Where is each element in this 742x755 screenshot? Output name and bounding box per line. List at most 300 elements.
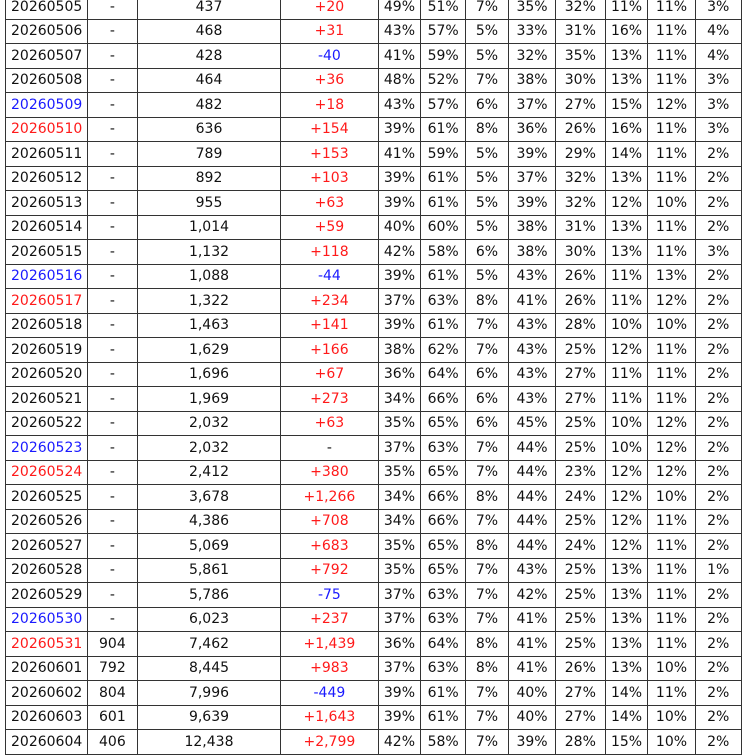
table-row xyxy=(6,264,742,289)
count-cell: 1,132 xyxy=(137,240,281,265)
pct7-cell: 11% xyxy=(648,607,695,632)
change-cell: +273 xyxy=(281,387,378,412)
pct1-cell: 35% xyxy=(378,460,421,485)
pct4-cell: 41% xyxy=(509,607,556,632)
pct8-cell: 2% xyxy=(695,436,741,461)
pct7-cell: 11% xyxy=(648,558,695,583)
pct6-cell: 15% xyxy=(605,93,648,118)
pct7-cell: 10% xyxy=(648,313,695,338)
pct6-cell: 11% xyxy=(605,0,648,19)
col2-cell: - xyxy=(88,583,138,608)
count-cell: 892 xyxy=(137,166,281,191)
pct5-cell: 25% xyxy=(556,607,606,632)
pct2-cell: 64% xyxy=(421,362,466,387)
pct2-cell: 61% xyxy=(421,313,466,338)
pct8-cell: 3% xyxy=(695,117,741,142)
col2-cell: - xyxy=(88,289,138,314)
date-cell: 20260513 xyxy=(6,191,88,216)
pct1-cell: 37% xyxy=(378,607,421,632)
pct2-cell: 61% xyxy=(421,117,466,142)
pct3-cell: 7% xyxy=(465,436,508,461)
pct5-cell: 25% xyxy=(556,338,606,363)
pct3-cell: 8% xyxy=(465,656,508,681)
change-cell: +141 xyxy=(281,313,378,338)
pct1-cell: 35% xyxy=(378,558,421,583)
pct5-cell: 27% xyxy=(556,387,606,412)
pct8-cell: 2% xyxy=(695,362,741,387)
pct7-cell: 11% xyxy=(648,0,695,19)
pct2-cell: 61% xyxy=(421,166,466,191)
pct3-cell: 7% xyxy=(465,607,508,632)
change-cell: +153 xyxy=(281,142,378,167)
pct7-cell: 12% xyxy=(648,411,695,436)
pct5-cell: 27% xyxy=(556,705,606,730)
pct3-cell: 7% xyxy=(465,338,508,363)
change-cell: +103 xyxy=(281,166,378,191)
pct8-cell: 2% xyxy=(695,142,741,167)
date-cell: 20260526 xyxy=(6,509,88,534)
col2-cell: - xyxy=(88,387,138,412)
change-cell: -40 xyxy=(281,44,378,69)
pct8-cell: 2% xyxy=(695,411,741,436)
pct3-cell: 5% xyxy=(465,142,508,167)
pct6-cell: 16% xyxy=(605,19,648,44)
pct7-cell: 11% xyxy=(648,19,695,44)
pct2-cell: 60% xyxy=(421,215,466,240)
pct2-cell: 65% xyxy=(421,411,466,436)
table-row xyxy=(6,583,742,608)
pct6-cell: 11% xyxy=(605,264,648,289)
pct2-cell: 61% xyxy=(421,264,466,289)
count-cell: 7,462 xyxy=(137,632,281,657)
count-cell: 7,996 xyxy=(137,681,281,706)
pct2-cell: 64% xyxy=(421,632,466,657)
pct8-cell: 2% xyxy=(695,632,741,657)
count-cell: 437 xyxy=(137,0,281,19)
pct2-cell: 65% xyxy=(421,460,466,485)
col2-cell: - xyxy=(88,68,138,93)
pct3-cell: 5% xyxy=(465,19,508,44)
pct1-cell: 35% xyxy=(378,534,421,559)
pct1-cell: 41% xyxy=(378,44,421,69)
date-cell: 20260519 xyxy=(6,338,88,363)
date-cell: 20260511 xyxy=(6,142,88,167)
pct7-cell: 11% xyxy=(648,362,695,387)
count-cell: 1,969 xyxy=(137,387,281,412)
change-cell: +63 xyxy=(281,411,378,436)
pct8-cell: 2% xyxy=(695,191,741,216)
pct3-cell: 8% xyxy=(465,117,508,142)
pct6-cell: 11% xyxy=(605,362,648,387)
table-row xyxy=(6,93,742,118)
table-row xyxy=(6,142,742,167)
pct7-cell: 11% xyxy=(648,583,695,608)
pct4-cell: 36% xyxy=(509,117,556,142)
pct1-cell: 38% xyxy=(378,338,421,363)
pct5-cell: 23% xyxy=(556,460,606,485)
count-cell: 9,639 xyxy=(137,705,281,730)
pct5-cell: 25% xyxy=(556,558,606,583)
pct5-cell: 28% xyxy=(556,730,606,755)
change-cell: +683 xyxy=(281,534,378,559)
pct4-cell: 35% xyxy=(509,0,556,19)
pct5-cell: 24% xyxy=(556,485,606,510)
table-row xyxy=(6,313,742,338)
pct7-cell: 10% xyxy=(648,730,695,755)
table-row xyxy=(6,362,742,387)
pct5-cell: 24% xyxy=(556,534,606,559)
table-row xyxy=(6,44,742,69)
pct6-cell: 12% xyxy=(605,191,648,216)
pct4-cell: 44% xyxy=(509,534,556,559)
pct1-cell: 37% xyxy=(378,436,421,461)
col2-cell: - xyxy=(88,313,138,338)
col2-cell: - xyxy=(88,142,138,167)
col2-cell: 904 xyxy=(88,632,138,657)
pct7-cell: 12% xyxy=(648,436,695,461)
change-cell: +154 xyxy=(281,117,378,142)
count-cell: 482 xyxy=(137,93,281,118)
pct7-cell: 11% xyxy=(648,166,695,191)
pct3-cell: 5% xyxy=(465,264,508,289)
pct4-cell: 38% xyxy=(509,68,556,93)
change-cell: +31 xyxy=(281,19,378,44)
table-row xyxy=(6,681,742,706)
col2-cell: 601 xyxy=(88,705,138,730)
pct3-cell: 7% xyxy=(465,460,508,485)
pct3-cell: 8% xyxy=(465,289,508,314)
pct1-cell: 39% xyxy=(378,117,421,142)
pct2-cell: 66% xyxy=(421,485,466,510)
change-cell: +166 xyxy=(281,338,378,363)
change-cell: +708 xyxy=(281,509,378,534)
pct6-cell: 14% xyxy=(605,681,648,706)
pct2-cell: 63% xyxy=(421,583,466,608)
pct8-cell: 2% xyxy=(695,289,741,314)
table-row xyxy=(6,19,742,44)
pct7-cell: 13% xyxy=(648,264,695,289)
pct8-cell: 2% xyxy=(695,166,741,191)
pct6-cell: 13% xyxy=(605,44,648,69)
pct6-cell: 12% xyxy=(605,485,648,510)
date-cell: 20260515 xyxy=(6,240,88,265)
pct3-cell: 8% xyxy=(465,485,508,510)
count-cell: 428 xyxy=(137,44,281,69)
date-cell: 20260528 xyxy=(6,558,88,583)
pct6-cell: 10% xyxy=(605,436,648,461)
count-cell: 1,629 xyxy=(137,338,281,363)
pct7-cell: 12% xyxy=(648,93,695,118)
pct8-cell: 2% xyxy=(695,215,741,240)
pct2-cell: 65% xyxy=(421,534,466,559)
col2-cell: - xyxy=(88,338,138,363)
pct4-cell: 44% xyxy=(509,485,556,510)
pct2-cell: 63% xyxy=(421,436,466,461)
pct5-cell: 25% xyxy=(556,509,606,534)
col2-cell: - xyxy=(88,166,138,191)
pct2-cell: 59% xyxy=(421,44,466,69)
pct3-cell: 5% xyxy=(465,191,508,216)
table-row xyxy=(6,411,742,436)
pct1-cell: 39% xyxy=(378,264,421,289)
pct1-cell: 36% xyxy=(378,362,421,387)
pct5-cell: 27% xyxy=(556,93,606,118)
pct5-cell: 25% xyxy=(556,632,606,657)
col2-cell: - xyxy=(88,19,138,44)
table-row xyxy=(6,436,742,461)
daily-stats-table xyxy=(5,0,742,755)
count-cell: 5,069 xyxy=(137,534,281,559)
count-cell: 1,322 xyxy=(137,289,281,314)
date-cell: 20260524 xyxy=(6,460,88,485)
pct4-cell: 44% xyxy=(509,460,556,485)
pct1-cell: 39% xyxy=(378,166,421,191)
table-row xyxy=(6,215,742,240)
pct5-cell: 32% xyxy=(556,191,606,216)
pct6-cell: 11% xyxy=(605,289,648,314)
pct2-cell: 62% xyxy=(421,338,466,363)
pct8-cell: 2% xyxy=(695,485,741,510)
pct2-cell: 52% xyxy=(421,68,466,93)
date-cell: 20260514 xyxy=(6,215,88,240)
table-row xyxy=(6,166,742,191)
pct8-cell: 2% xyxy=(695,607,741,632)
pct7-cell: 11% xyxy=(648,681,695,706)
pct3-cell: 7% xyxy=(465,313,508,338)
pct8-cell: 2% xyxy=(695,656,741,681)
table-row xyxy=(6,607,742,632)
pct1-cell: 48% xyxy=(378,68,421,93)
table-row xyxy=(6,117,742,142)
change-cell: +237 xyxy=(281,607,378,632)
date-cell: 20260509 xyxy=(6,93,88,118)
date-cell: 20260530 xyxy=(6,607,88,632)
pct1-cell: 37% xyxy=(378,289,421,314)
table-row xyxy=(6,509,742,534)
pct5-cell: 29% xyxy=(556,142,606,167)
pct4-cell: 40% xyxy=(509,705,556,730)
pct1-cell: 49% xyxy=(378,0,421,19)
pct8-cell: 3% xyxy=(695,240,741,265)
date-cell: 20260602 xyxy=(6,681,88,706)
col2-cell: - xyxy=(88,93,138,118)
pct2-cell: 65% xyxy=(421,558,466,583)
pct8-cell: 2% xyxy=(695,387,741,412)
table-row xyxy=(6,460,742,485)
pct2-cell: 66% xyxy=(421,387,466,412)
pct1-cell: 36% xyxy=(378,632,421,657)
pct1-cell: 39% xyxy=(378,705,421,730)
pct3-cell: 5% xyxy=(465,215,508,240)
pct7-cell: 11% xyxy=(648,68,695,93)
table-row xyxy=(6,705,742,730)
date-cell: 20260506 xyxy=(6,19,88,44)
date-cell: 20260507 xyxy=(6,44,88,69)
pct5-cell: 30% xyxy=(556,240,606,265)
date-cell: 20260522 xyxy=(6,411,88,436)
table-row xyxy=(6,289,742,314)
pct1-cell: 41% xyxy=(378,142,421,167)
pct1-cell: 43% xyxy=(378,93,421,118)
pct5-cell: 32% xyxy=(556,166,606,191)
pct2-cell: 61% xyxy=(421,705,466,730)
count-cell: 8,445 xyxy=(137,656,281,681)
pct5-cell: 27% xyxy=(556,362,606,387)
pct2-cell: 63% xyxy=(421,607,466,632)
pct3-cell: 6% xyxy=(465,362,508,387)
table-row xyxy=(6,338,742,363)
pct3-cell: 5% xyxy=(465,166,508,191)
pct8-cell: 2% xyxy=(695,534,741,559)
pct8-cell: 2% xyxy=(695,264,741,289)
date-cell: 20260601 xyxy=(6,656,88,681)
pct5-cell: 25% xyxy=(556,436,606,461)
change-cell: +59 xyxy=(281,215,378,240)
count-cell: 12,438 xyxy=(137,730,281,755)
pct1-cell: 42% xyxy=(378,730,421,755)
pct3-cell: 7% xyxy=(465,68,508,93)
pct4-cell: 41% xyxy=(509,289,556,314)
pct3-cell: 8% xyxy=(465,632,508,657)
pct2-cell: 61% xyxy=(421,191,466,216)
pct6-cell: 12% xyxy=(605,509,648,534)
pct4-cell: 37% xyxy=(509,166,556,191)
pct8-cell: 1% xyxy=(695,558,741,583)
pct4-cell: 39% xyxy=(509,191,556,216)
pct4-cell: 41% xyxy=(509,632,556,657)
pct8-cell: 2% xyxy=(695,705,741,730)
pct6-cell: 12% xyxy=(605,534,648,559)
date-cell: 20260512 xyxy=(6,166,88,191)
pct4-cell: 44% xyxy=(509,509,556,534)
pct1-cell: 34% xyxy=(378,509,421,534)
pct7-cell: 11% xyxy=(648,142,695,167)
table-row xyxy=(6,485,742,510)
change-cell: -449 xyxy=(281,681,378,706)
pct4-cell: 43% xyxy=(509,313,556,338)
col2-cell: - xyxy=(88,0,138,19)
col2-cell: - xyxy=(88,362,138,387)
pct7-cell: 11% xyxy=(648,44,695,69)
pct4-cell: 38% xyxy=(509,215,556,240)
col2-cell: - xyxy=(88,215,138,240)
pct6-cell: 12% xyxy=(605,338,648,363)
pct8-cell: 3% xyxy=(695,0,741,19)
pct6-cell: 13% xyxy=(605,558,648,583)
pct7-cell: 10% xyxy=(648,656,695,681)
pct6-cell: 13% xyxy=(605,583,648,608)
count-cell: 2,032 xyxy=(137,436,281,461)
pct7-cell: 11% xyxy=(648,240,695,265)
count-cell: 1,088 xyxy=(137,264,281,289)
pct8-cell: 2% xyxy=(695,313,741,338)
date-cell: 20260529 xyxy=(6,583,88,608)
change-cell: +1,439 xyxy=(281,632,378,657)
pct8-cell: 2% xyxy=(695,681,741,706)
pct3-cell: 7% xyxy=(465,730,508,755)
pct4-cell: 32% xyxy=(509,44,556,69)
date-cell: 20260520 xyxy=(6,362,88,387)
count-cell: 955 xyxy=(137,191,281,216)
pct7-cell: 11% xyxy=(648,534,695,559)
date-cell: 20260527 xyxy=(6,534,88,559)
change-cell: +118 xyxy=(281,240,378,265)
pct8-cell: 4% xyxy=(695,44,741,69)
table-row xyxy=(6,0,742,19)
col2-cell: - xyxy=(88,607,138,632)
pct1-cell: 34% xyxy=(378,485,421,510)
pct6-cell: 11% xyxy=(605,387,648,412)
table-body xyxy=(6,0,742,754)
pct4-cell: 37% xyxy=(509,93,556,118)
col2-cell: - xyxy=(88,191,138,216)
count-cell: 636 xyxy=(137,117,281,142)
pct3-cell: 7% xyxy=(465,705,508,730)
pct3-cell: 7% xyxy=(465,0,508,19)
pct4-cell: 43% xyxy=(509,558,556,583)
pct4-cell: 39% xyxy=(509,142,556,167)
pct2-cell: 63% xyxy=(421,656,466,681)
count-cell: 789 xyxy=(137,142,281,167)
pct4-cell: 33% xyxy=(509,19,556,44)
pct4-cell: 44% xyxy=(509,436,556,461)
date-cell: 20260516 xyxy=(6,264,88,289)
pct1-cell: 35% xyxy=(378,411,421,436)
pct4-cell: 41% xyxy=(509,656,556,681)
change-cell: +63 xyxy=(281,191,378,216)
table-row xyxy=(6,558,742,583)
pct1-cell: 42% xyxy=(378,240,421,265)
pct2-cell: 66% xyxy=(421,509,466,534)
pct5-cell: 26% xyxy=(556,289,606,314)
pct7-cell: 11% xyxy=(648,215,695,240)
count-cell: 4,386 xyxy=(137,509,281,534)
change-cell: +1,643 xyxy=(281,705,378,730)
pct5-cell: 25% xyxy=(556,411,606,436)
pct4-cell: 43% xyxy=(509,387,556,412)
col2-cell: - xyxy=(88,485,138,510)
pct7-cell: 12% xyxy=(648,289,695,314)
pct7-cell: 11% xyxy=(648,509,695,534)
pct5-cell: 35% xyxy=(556,44,606,69)
pct4-cell: 45% xyxy=(509,411,556,436)
col2-cell: - xyxy=(88,558,138,583)
pct2-cell: 61% xyxy=(421,681,466,706)
pct1-cell: 39% xyxy=(378,681,421,706)
pct5-cell: 26% xyxy=(556,117,606,142)
count-cell: 2,032 xyxy=(137,411,281,436)
col2-cell: - xyxy=(88,534,138,559)
pct4-cell: 40% xyxy=(509,681,556,706)
pct7-cell: 10% xyxy=(648,705,695,730)
pct7-cell: 10% xyxy=(648,191,695,216)
pct7-cell: 11% xyxy=(648,338,695,363)
pct3-cell: 5% xyxy=(465,44,508,69)
change-cell: +2,799 xyxy=(281,730,378,755)
change-cell: +67 xyxy=(281,362,378,387)
pct6-cell: 13% xyxy=(605,607,648,632)
count-cell: 5,861 xyxy=(137,558,281,583)
pct6-cell: 13% xyxy=(605,656,648,681)
col2-cell: 406 xyxy=(88,730,138,755)
pct3-cell: 6% xyxy=(465,240,508,265)
pct5-cell: 27% xyxy=(556,681,606,706)
pct8-cell: 3% xyxy=(695,68,741,93)
pct3-cell: 7% xyxy=(465,509,508,534)
count-cell: 1,463 xyxy=(137,313,281,338)
pct6-cell: 16% xyxy=(605,117,648,142)
pct5-cell: 25% xyxy=(556,583,606,608)
